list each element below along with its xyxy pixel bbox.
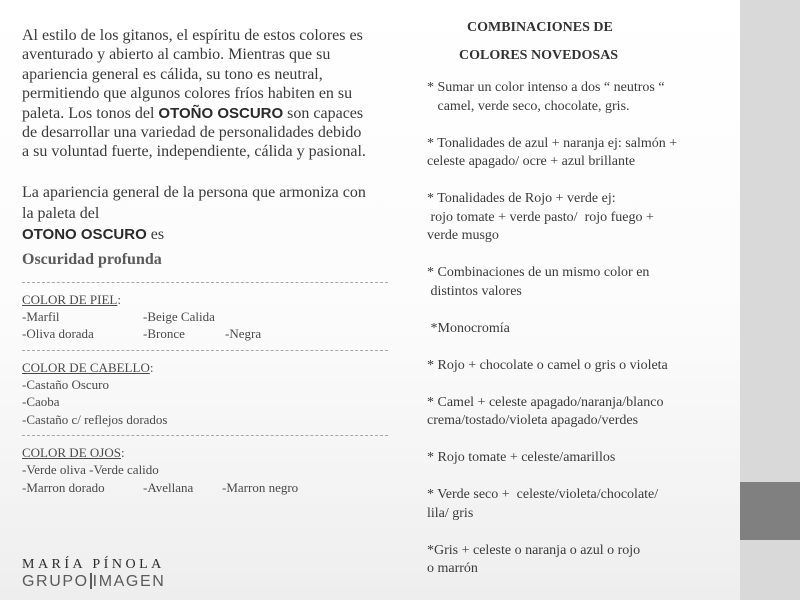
combination-item: * Rojo tomate + celeste/amarillos [427,450,616,465]
combination-item: * Sumar un color intenso a dos “ neutros “ camel, verde seco, chocolate, gris. [427,80,665,114]
combination-item: * Combinaciones de un mismo color en distintos valores [427,265,650,299]
ojos-title: COLOR DE OJOS [22,444,121,460]
divider [22,435,388,436]
combination-item: * Tonalidades de Rojo + verde ej: rojo tomate + verde pasto/ rojo fuego + verde musgo [427,191,654,243]
general-paragraph [22,182,367,245]
side-accent-block [740,482,800,540]
cabello-item: -Castaño c/ reflejos dorados [22,411,168,427]
general-bold: OTONO OSCURO [22,225,147,243]
piel-item: -Negra [225,326,262,342]
cabello-item: -Caoba [22,394,60,410]
cabello-heading [22,359,367,376]
intro-text-a: Al estilo de los gitanos, el espíritu de estos colores es aventurado y abierto al cambio. Mientras que su apariencia general es cálida, su tono es neutral, permitiendo que algunos colores fríos habiten en su paleta. Los tonos del [22,27,363,122]
piel-item: -Oliva dorada [22,326,94,342]
cabello-colon: : [149,359,154,375]
divider [22,282,388,283]
combinations-title-line1: COMBINACIONES DE [467,20,613,35]
right-column [427,14,739,597]
piel-heading [22,291,367,308]
piel-colon: : [117,291,121,307]
combination-item: *Gris + celeste o naranja o azul o rojo o marrón [427,542,641,576]
piel-title: COLOR DE PIEL [22,291,118,307]
general-text-a: La apariencia general de la persona que armoniza con la paleta del [22,183,366,222]
cabello-section [22,359,367,428]
piel-section [22,291,367,343]
maria-pinola-logo [22,556,222,591]
intro-paragraph [22,26,367,162]
combination-item: * Tonalidades de azul + naranja ej: salmón + celeste apagado/ ocre + azul brillante [427,135,678,169]
ojos-item: -Marron negro [222,479,299,495]
intro-text-b: son capaces de desarrollar una variedad de personalidades debido a su voluntad fuerte, independiente, cálida y pasional. [22,104,366,161]
divider [22,350,388,351]
combination-item: * Rojo + chocolate o camel o gris o violeta [427,357,668,373]
piel-row [22,325,367,342]
combinations-list [427,79,739,579]
left-column [22,26,367,496]
combination-item: *Monocromía [427,320,510,336]
cabello-item: -Castaño Oscuro [22,377,110,393]
ojos-item: -Verde oliva -Verde calido [22,462,159,478]
combination-item: * Camel + celeste apagado/naranja/blanco crema/tostado/violeta apagado/verdes [427,394,664,428]
ojos-item: -Avellana [143,479,194,495]
ojos-colon: : [120,444,125,460]
logo-word-right: IMAGEN [92,573,166,590]
piel-row [22,308,367,325]
logo-name: MARÍA PÍNOLA [22,557,165,572]
ojos-row [22,479,367,496]
piel-item: -Beige Calida [143,309,215,325]
piel-item: -Bronce [143,326,185,342]
general-text-b: es [146,225,165,243]
logo-separator [90,573,92,589]
ojos-item: -Marron dorado [22,479,105,495]
cabello-title: COLOR DE CABELLO [22,359,150,375]
ojos-section [22,444,367,496]
combinations-title-line2: COLORES NOVEDOSAS [459,48,619,63]
ojos-heading [22,444,367,461]
piel-item: -Marfil [22,309,60,325]
logo-subtitle [22,573,222,591]
logo-word-left: GRUPO [22,573,89,590]
oscuridad-heading: Oscuridad profunda [22,250,162,268]
combination-item: * Verde seco + celeste/violeta/chocolate/ lila/ gris [427,487,659,521]
intro-bold: OTOÑO OSCURO [158,104,284,122]
